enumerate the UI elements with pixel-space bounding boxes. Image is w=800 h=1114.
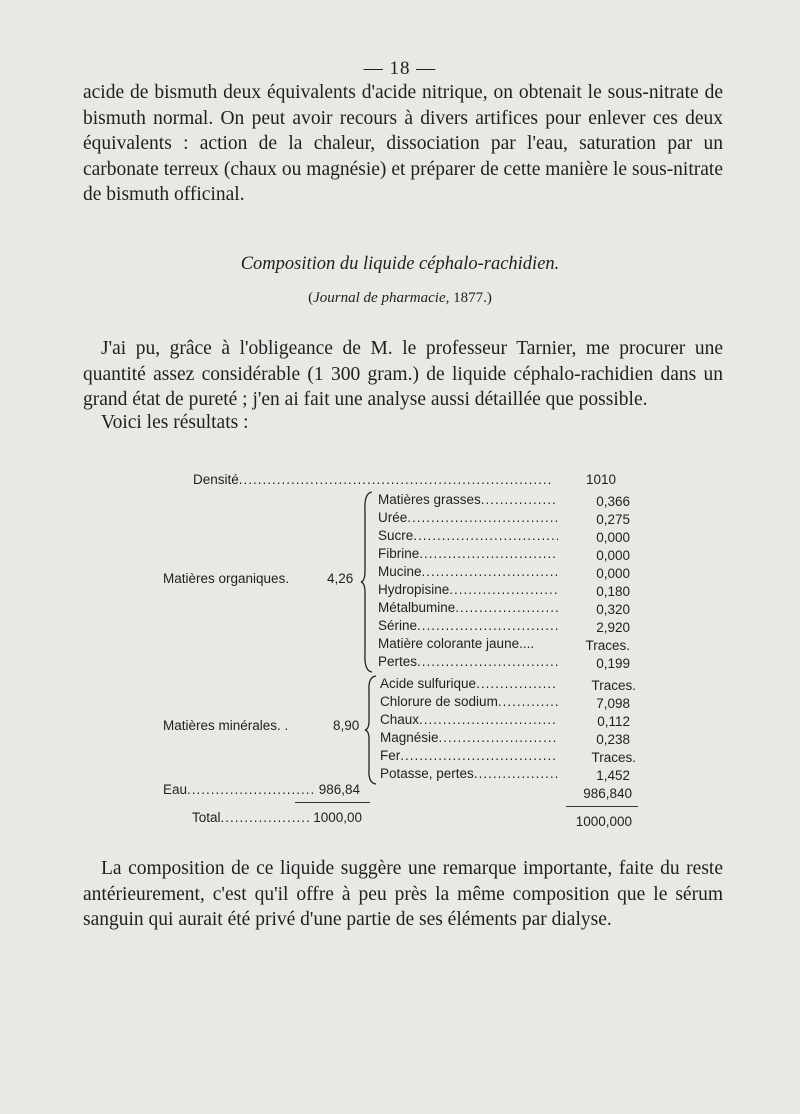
- organic-item-value: 0,180: [596, 584, 630, 599]
- mineral-item-value: 1,452: [596, 768, 630, 783]
- organic-item: Fibrine .....: [378, 546, 558, 561]
- mineral-item: Fer .....: [380, 748, 558, 763]
- source-year: 1877.): [449, 290, 492, 306]
- mineral-item: Chaux .....: [380, 712, 558, 727]
- organic-item: Sérine .....: [378, 618, 558, 633]
- intro-paragraph: acide de bismuth deux équivalents d'acide nitrique, on obtenait le sous-nitrate de bismuth normal. On peut avoir recours à divers artifices pour enlever ces deux équivalents : action de la chaleur, dissociation par l'eau, saturation par un carbonate terreux (chaux ou magnésie) et préparer de cette manière le sous-nitrate de bismuth officinal.: [83, 82, 723, 205]
- organic-item-value: 0,000: [596, 530, 630, 545]
- density-label: Densité: [193, 472, 239, 487]
- water-value-right: 986,840: [583, 786, 632, 801]
- mineral-item-value: 0,112: [597, 714, 630, 729]
- mineral-item: Potasse, pertes .....: [380, 766, 558, 781]
- organic-item-value: 0,275: [596, 512, 630, 527]
- mineral-item-value: Traces.: [591, 750, 636, 765]
- organic-item-value: 0,366: [596, 494, 630, 509]
- mineral-group-label: Matières minérales. .: [163, 718, 289, 733]
- density-row: [193, 472, 553, 487]
- results-intro: Voici les résultats :: [101, 412, 249, 433]
- organic-group-label: Matières organiques.: [163, 571, 290, 586]
- mineral-item-value: 0,238: [596, 732, 630, 747]
- organic-item: Urée .....: [378, 510, 558, 525]
- organic-item-value: 0,000: [596, 548, 630, 563]
- total-value: 1000,00: [313, 810, 362, 825]
- total-rule-right: [566, 806, 638, 807]
- density-value: 1010: [585, 472, 616, 487]
- organic-item-value: 0,000: [596, 566, 630, 581]
- water-row: [163, 782, 313, 797]
- water-value: 986,84: [318, 782, 360, 797]
- mineral-item: Chlorure de sodium .....: [380, 694, 558, 709]
- source-citation: [0, 290, 800, 307]
- mineral-item-value: 7,098: [596, 696, 630, 711]
- organic-item-value: Traces.: [585, 638, 630, 653]
- mineral-brace: [364, 675, 378, 785]
- total-label: Total: [192, 810, 221, 825]
- mineral-item: Acide sulfurique .....: [380, 676, 558, 691]
- organic-group-total: 4,26: [327, 571, 354, 586]
- mineral-item: Magnésie .....: [380, 730, 558, 745]
- organic-item: Hydropisine .....: [378, 582, 558, 597]
- organic-item: Pertes .....: [378, 654, 558, 669]
- water-label: Eau: [163, 782, 188, 797]
- mineral-item-value: Traces.: [591, 678, 636, 693]
- analysis-paragraph: J'ai pu, grâce à l'obligeance de M. le professeur Tarnier, me procurer une quantité assez considérable (1 300 gram.) de liquide céphalo-rachidien dans un grand état de pureté ; j'en ai fait une analyse aussi détaillée que possible.: [83, 338, 723, 410]
- source-open: (: [308, 290, 314, 306]
- organic-item-value: 0,320: [596, 602, 630, 617]
- organic-item-value: 2,920: [596, 620, 630, 635]
- mineral-group-total: 8,90: [333, 718, 360, 733]
- organic-item: Matières grasses .....: [378, 492, 558, 507]
- total-rule-left: [295, 802, 370, 803]
- organic-item: Matière colorante jaune....: [378, 636, 535, 651]
- section-heading: Composition du liquide céphalo-rachidien.: [240, 254, 560, 274]
- organic-item: Métalbumine .....: [378, 600, 558, 615]
- organic-item-value: 0,199: [596, 656, 630, 671]
- organic-item: Mucine .....: [378, 564, 558, 579]
- organic-item: Sucre .....: [378, 528, 558, 543]
- total-value-right: 1000,000: [575, 814, 632, 829]
- source-journal: Journal de pharmacie,: [313, 290, 450, 306]
- organic-brace: [360, 491, 374, 673]
- page-number: — 18 —: [363, 58, 437, 79]
- closing-paragraph: La composition de ce liquide suggère une remarque importante, faite du reste antérieurement, c'est qu'il offre à peu près la même composition que le sérum sanguin qui aurait été privé d'une partie de ses éléments par dialyse.: [83, 858, 723, 930]
- total-row: [192, 810, 312, 825]
